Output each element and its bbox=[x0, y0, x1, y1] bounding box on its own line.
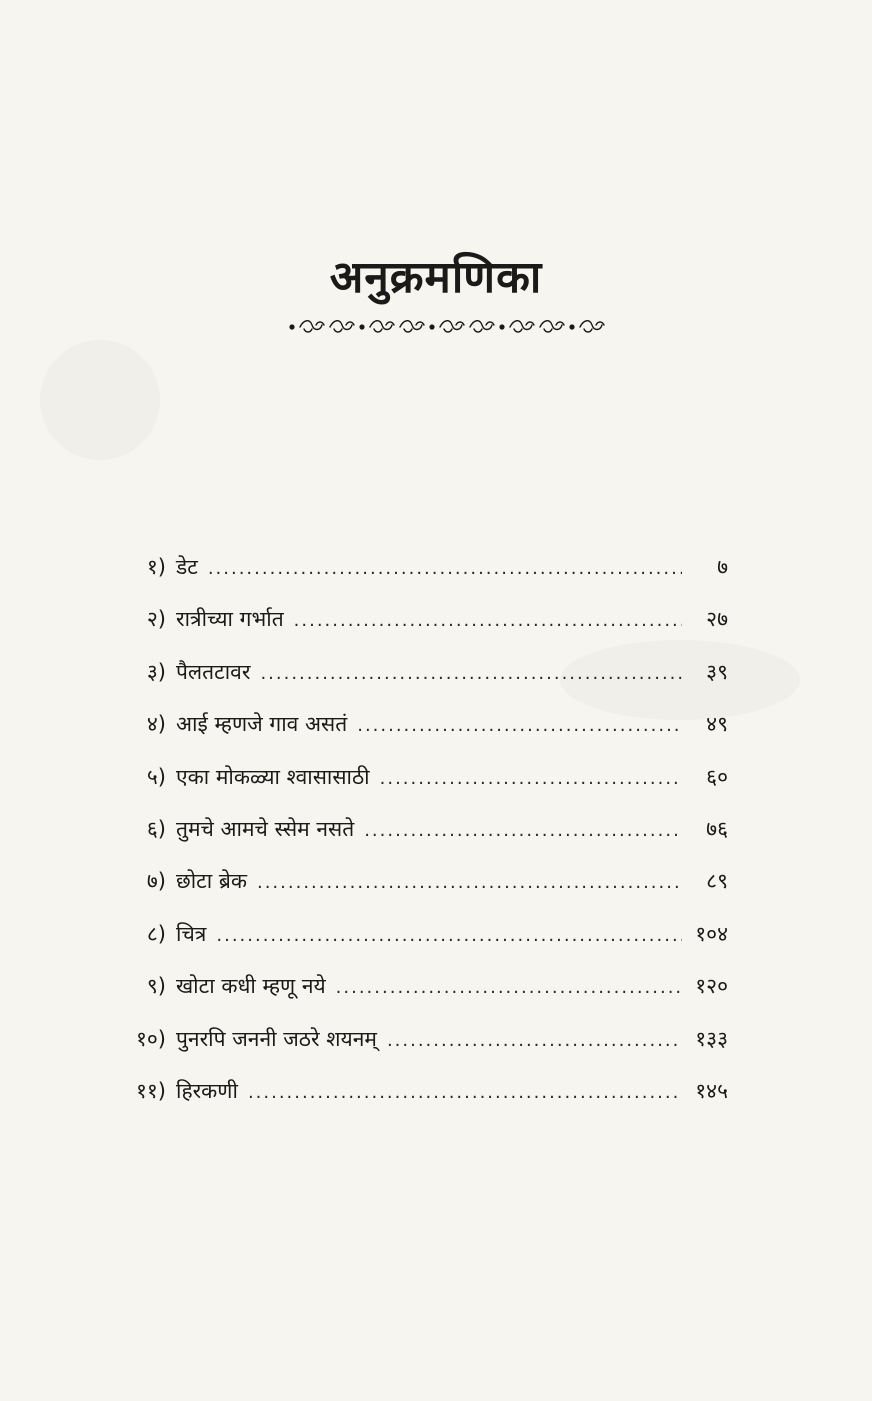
toc-row[interactable] bbox=[108, 1024, 728, 1076]
toc-page-number: ८९ bbox=[706, 869, 728, 894]
toc-number: २) bbox=[146, 607, 166, 632]
toc-title: चित्र bbox=[176, 921, 207, 946]
toc-page-number: १२० bbox=[695, 974, 728, 999]
toc-row[interactable] bbox=[108, 919, 728, 971]
page-title: अनुक्रमणिका bbox=[329, 252, 543, 303]
toc-leader-dots bbox=[380, 764, 682, 794]
toc-number: ८) bbox=[146, 921, 166, 946]
toc-title: डेट bbox=[176, 555, 198, 579]
toc-number: ११) bbox=[135, 1078, 166, 1103]
toc-leader-dots bbox=[387, 1026, 682, 1056]
toc-number: ४) bbox=[146, 712, 166, 737]
toc-title: पुनरपि जननी जठरे शयनम् bbox=[176, 1026, 377, 1051]
toc-title: हिरकणी bbox=[176, 1078, 238, 1103]
decorative-vine-divider-icon bbox=[286, 316, 616, 338]
table-of-contents bbox=[108, 552, 728, 1128]
toc-number: ५) bbox=[146, 764, 166, 789]
toc-leader-dots bbox=[357, 711, 682, 741]
toc-number: ७) bbox=[146, 869, 166, 894]
toc-row[interactable] bbox=[108, 971, 728, 1023]
toc-page-number: १४५ bbox=[695, 1078, 728, 1103]
toc-row[interactable] bbox=[108, 657, 728, 709]
toc-title: आई म्हणजे गाव असतं bbox=[176, 712, 348, 737]
toc-page-number: १०४ bbox=[695, 921, 728, 946]
toc-row[interactable] bbox=[108, 552, 728, 604]
toc-page-number: ४९ bbox=[706, 712, 728, 737]
toc-row[interactable] bbox=[108, 1076, 728, 1128]
toc-leader-dots bbox=[336, 973, 682, 1003]
toc-leader-dots bbox=[208, 554, 682, 584]
toc-row[interactable] bbox=[108, 709, 728, 761]
toc-leader-dots bbox=[257, 868, 682, 898]
toc-number: ६) bbox=[146, 816, 166, 841]
toc-page-number: २७ bbox=[706, 607, 728, 632]
toc-number: १) bbox=[146, 555, 166, 579]
toc-title: रात्रीच्या गर्भात bbox=[176, 607, 284, 632]
toc-title: तुमचे आमचे स्सेम नसते bbox=[176, 816, 355, 841]
toc-leader-dots bbox=[216, 921, 682, 951]
paper-smudge bbox=[40, 340, 160, 460]
toc-leader-dots bbox=[260, 659, 682, 689]
toc-leader-dots bbox=[364, 816, 682, 846]
toc-row[interactable] bbox=[108, 762, 728, 814]
toc-number: १०) bbox=[135, 1026, 166, 1051]
toc-row[interactable] bbox=[108, 814, 728, 866]
toc-page-number: ७६ bbox=[706, 816, 728, 841]
toc-page-number: ६० bbox=[706, 764, 728, 789]
toc-page-number: ३९ bbox=[706, 659, 728, 684]
toc-number: ३) bbox=[146, 659, 166, 684]
toc-leader-dots bbox=[248, 1078, 682, 1108]
toc-number: ९) bbox=[146, 974, 166, 999]
toc-title: एका मोकळ्या श्वासासाठी bbox=[176, 764, 370, 789]
toc-row[interactable] bbox=[108, 866, 728, 918]
toc-leader-dots bbox=[294, 606, 682, 636]
toc-row[interactable] bbox=[108, 604, 728, 656]
toc-page-number: १३३ bbox=[695, 1026, 728, 1051]
toc-title: खोटा कधी म्हणू नये bbox=[176, 974, 326, 999]
toc-page-number: ७ bbox=[717, 555, 728, 579]
toc-title: छोटा ब्रेक bbox=[176, 869, 247, 894]
toc-title: पैलतटावर bbox=[176, 659, 251, 684]
